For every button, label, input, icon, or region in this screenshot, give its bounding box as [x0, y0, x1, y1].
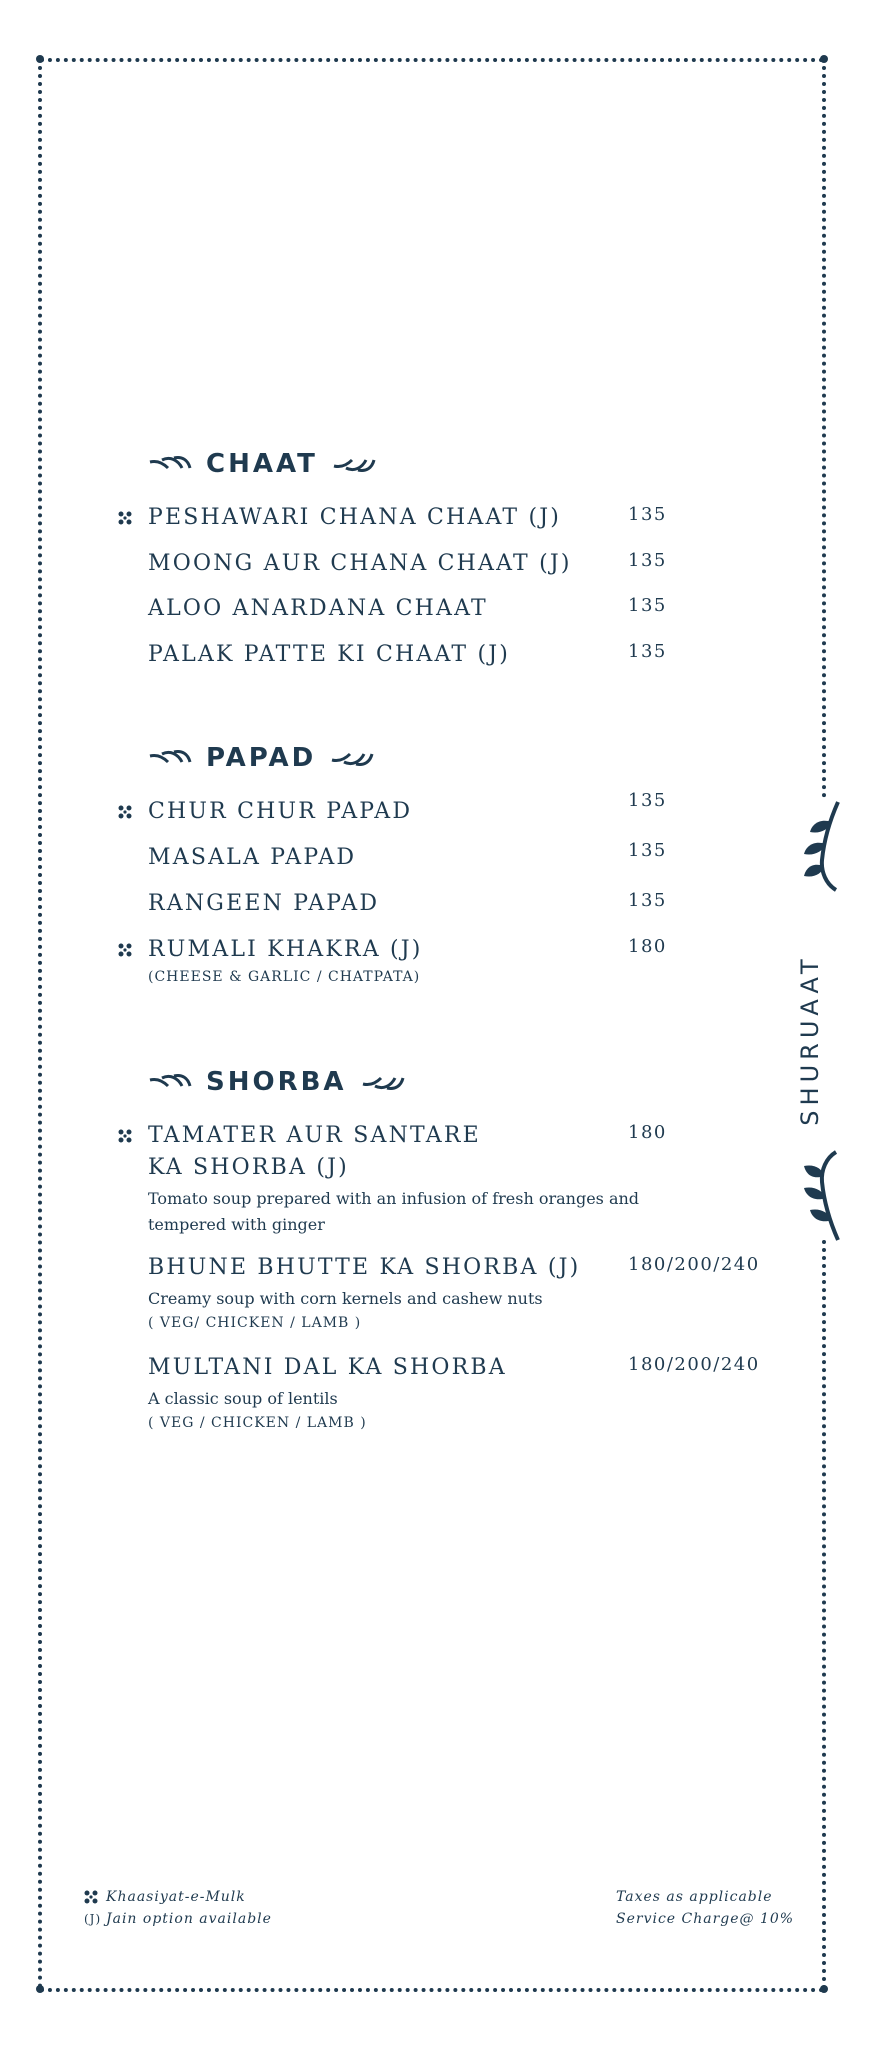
- item-price: 180/200/240: [628, 1354, 760, 1375]
- corner-dot: [820, 1985, 828, 1993]
- item-price: 135: [628, 890, 667, 911]
- item-price: 180: [628, 1122, 667, 1143]
- menu-item: [148, 593, 868, 625]
- item-price: 135: [628, 504, 667, 525]
- item-price: 180/200/240: [628, 1254, 760, 1275]
- item-variants: ( VEG / CHICKEN / LAMB ): [148, 1415, 367, 1431]
- jain-symbol: (J): [84, 1912, 102, 1926]
- legend-signature-text: Khaasiyat-e-Mulk: [106, 1889, 246, 1905]
- leaf-swirl-icon: [148, 1072, 192, 1092]
- item-description: Creamy soup with corn kernels and cashew nuts: [148, 1289, 543, 1308]
- border-bottom: [40, 1988, 824, 1992]
- tax-notes: [616, 1886, 794, 1930]
- item-name: MOONG AUR CHANA CHAAT (J): [148, 551, 572, 576]
- item-name: TAMATER AUR SANTARE KA SHORBA (J): [148, 1123, 481, 1180]
- section-title: PAPAD: [206, 743, 317, 773]
- legend: [84, 1886, 272, 1930]
- border-left: [38, 58, 42, 1990]
- item-price: 135: [628, 641, 667, 662]
- menu-item: [148, 888, 868, 920]
- four-petal-cross-icon: [118, 511, 132, 525]
- section-title: SHORBA: [206, 1067, 347, 1097]
- four-petal-cross-icon: [118, 805, 132, 819]
- leaf-swirl-icon: [361, 1072, 405, 1092]
- item-name: PESHAWARI CHANA CHAAT (J): [148, 505, 562, 530]
- four-petal-cross-icon: [118, 1129, 132, 1143]
- leaf-swirl-icon: [148, 748, 192, 768]
- item-name: BHUNE BHUTTE KA SHORBA (J): [148, 1255, 581, 1280]
- menu-item: [148, 639, 868, 671]
- legend-jain-text: Jain option available: [106, 1911, 272, 1927]
- service-charge-note: Service Charge@ 10%: [616, 1911, 795, 1927]
- item-description: Tomato soup prepared with an infusion of fresh oranges and tempered with ginger: [148, 1189, 640, 1234]
- item-name: CHUR CHUR PAPAD: [148, 799, 413, 824]
- legend-jain: [84, 1908, 272, 1930]
- item-price: 135: [628, 840, 667, 861]
- item-price: 135: [628, 790, 667, 811]
- border-right-upper: [822, 58, 826, 798]
- menu-item: [148, 1252, 868, 1334]
- taxes-note: Taxes as applicable: [616, 1889, 773, 1905]
- border-top: [40, 58, 824, 62]
- item-name: PALAK PATTE KI CHAAT (J): [148, 642, 511, 667]
- item-variants: (CHEESE & GARLIC / CHATPATA): [148, 969, 421, 985]
- item-name: RUMALI KHAKRA (J): [148, 937, 423, 962]
- menu-item: [148, 548, 868, 580]
- menu-item: [148, 934, 868, 988]
- menu-item: [148, 842, 868, 874]
- item-name: MASALA PAPAD: [148, 845, 357, 870]
- corner-dot: [36, 55, 44, 63]
- item-price: 135: [628, 550, 667, 571]
- section-title: CHAAT: [206, 449, 318, 479]
- section-header-chaat: [148, 449, 376, 479]
- four-petal-cross-icon: [118, 943, 132, 957]
- menu-item: [148, 1352, 868, 1434]
- item-price: 135: [628, 595, 667, 616]
- corner-dot: [820, 55, 828, 63]
- leaf-swirl-icon: [332, 454, 376, 474]
- item-name: MULTANI DAL KA SHORBA: [148, 1355, 507, 1380]
- menu-item: [148, 502, 868, 534]
- corner-dot: [36, 1985, 44, 1993]
- item-price: 180: [628, 936, 667, 957]
- section-header-papad: [148, 743, 374, 773]
- item-name: ALOO ANARDANA CHAAT: [148, 596, 488, 621]
- leaf-swirl-icon: [330, 748, 374, 768]
- leaf-swirl-icon: [148, 454, 192, 474]
- item-name: RANGEEN PAPAD: [148, 891, 380, 916]
- side-label-shuruaat: SHURUAAT: [796, 946, 824, 1133]
- item-variants: ( VEG/ CHICKEN / LAMB ): [148, 1315, 362, 1331]
- item-description: A classic soup of lentils: [148, 1389, 338, 1408]
- four-petal-cross-icon: [84, 1890, 98, 1904]
- menu-item: [148, 1120, 868, 1238]
- menu-item: [148, 790, 868, 828]
- legend-signature: [84, 1886, 272, 1908]
- section-header-shorba: [148, 1067, 405, 1097]
